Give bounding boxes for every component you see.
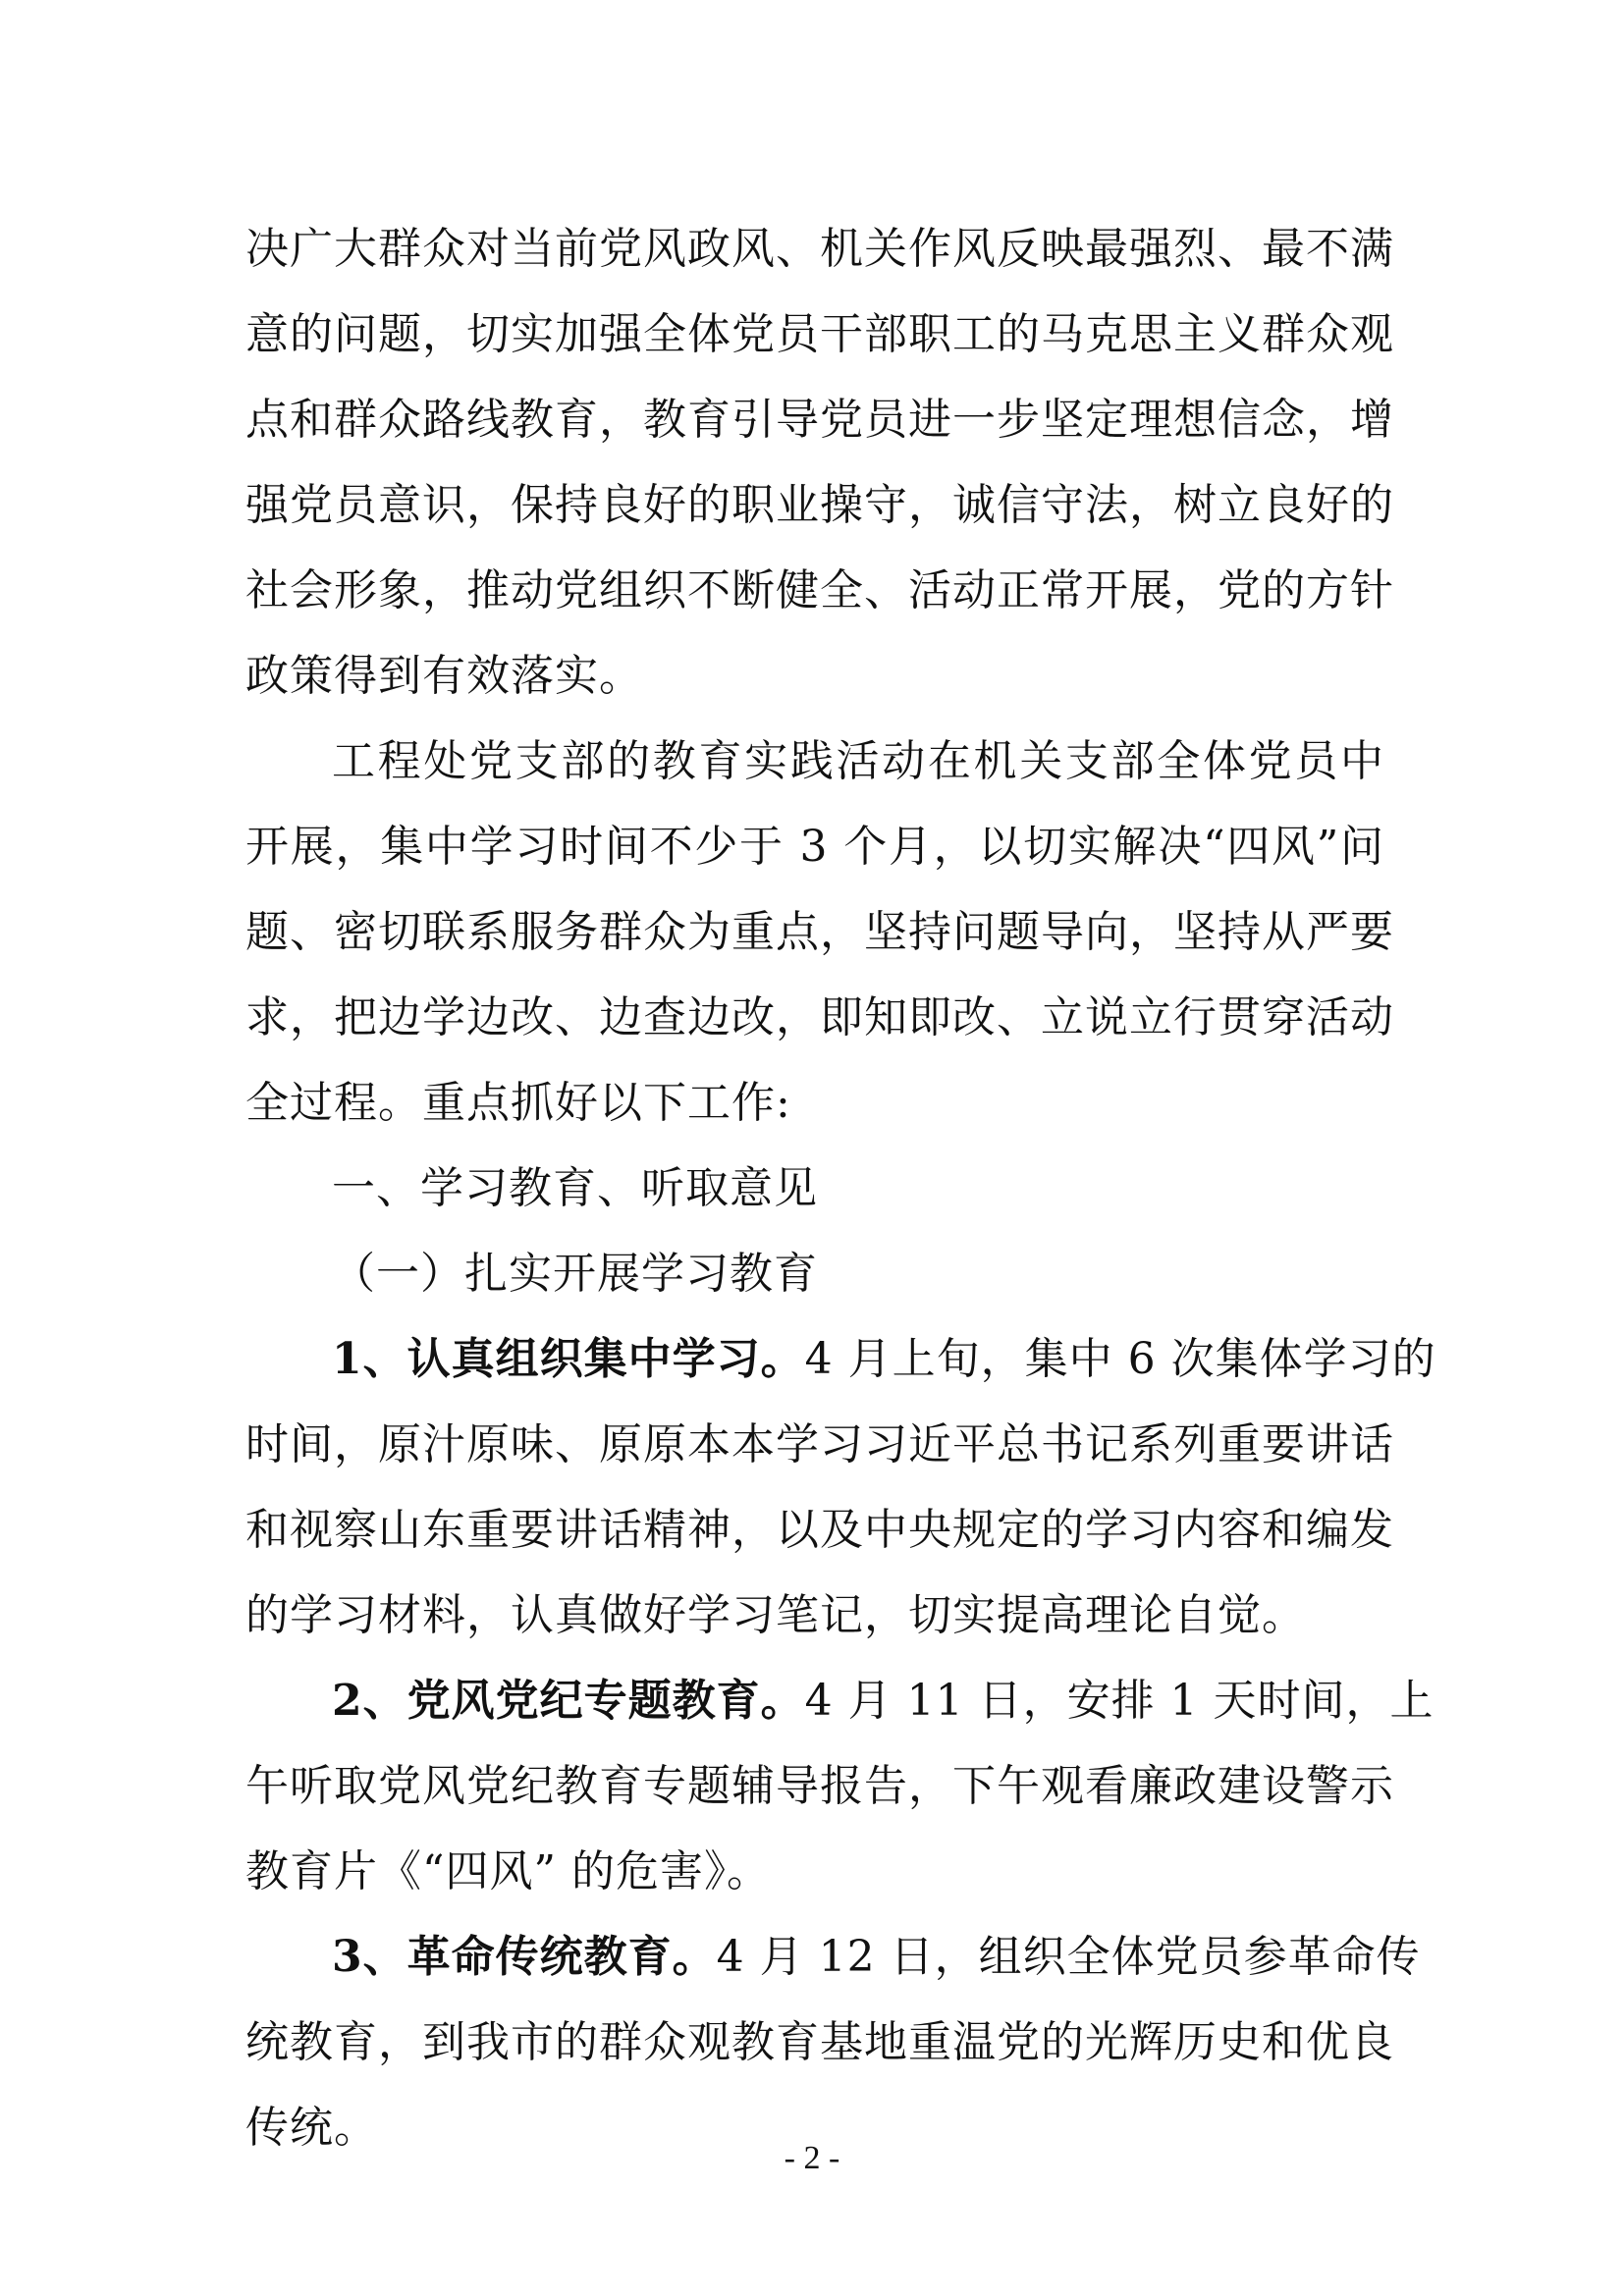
paragraph-1-line: 决广大群众对当前党风政风、机关作风反映最强烈、最不满 xyxy=(245,224,1394,274)
item-2-line: 午听取党风党纪教育专题辅导报告，下午观看廉政建设警示 xyxy=(245,1761,1394,1811)
item-2-title: 2、党风党纪专题教育。 xyxy=(332,1676,805,1726)
paragraph-1-line: 政策得到有效落实。 xyxy=(245,651,643,701)
section-heading: 一、学习教育、听取意见 xyxy=(332,1163,818,1213)
item-1-line: 和视察山东重要讲话精神，以及中央规定的学习内容和编发 xyxy=(245,1505,1394,1555)
item-3-line: 传统。 xyxy=(245,2103,378,2153)
paragraph-1-line: 点和群众路线教育，教育引导党员进一步坚定理想信念，增 xyxy=(245,395,1394,445)
paragraph-2-line: 工程处党支部的教育实践活动在机关支部全体党员中 xyxy=(332,736,1384,786)
item-1-line: 时间，原汁原味、原原本本学习习近平总书记系列重要讲话 xyxy=(245,1419,1394,1469)
item-1-title: 1、认真组织集中学习。 xyxy=(332,1334,805,1384)
item-1-line: 的学习材料，认真做好学习笔记，切实提高理论自觉。 xyxy=(245,1590,1306,1640)
item-3-title: 3、革命传统教育。 xyxy=(332,1932,717,1982)
item-3-first-line xyxy=(245,1914,1421,2000)
paragraph-2-line: 开展，集中学习时间不少于 3 个月，以切实解决“四风”问 xyxy=(245,822,1384,872)
subsection-heading: （一）扎实开展学习教育 xyxy=(332,1249,818,1299)
item-3-text: 4 月 12 日，组织全体党员参革命传 xyxy=(716,1932,1421,1982)
paragraph-2-line: 全过程。重点抓好以下工作: xyxy=(245,1078,791,1128)
paragraph-2-line: 求，把边学边改、边查边改，即知即改、立说立行贯穿活动 xyxy=(245,992,1394,1042)
paragraph-1-line: 意的问题，切实加强全体党员干部职工的马克思主义群众观 xyxy=(245,309,1394,359)
paragraph-2-line: 题、密切联系服务群众为重点，坚持问题导向，坚持从严要 xyxy=(245,907,1394,957)
item-2-text: 4 月 11 日，安排 1 天时间，上 xyxy=(804,1676,1435,1726)
body-text xyxy=(245,206,1436,2170)
item-3-line: 统教育，到我市的群众观教育基地重温党的光辉历史和优良 xyxy=(245,2017,1394,2067)
page-number: - 2 - xyxy=(784,2140,840,2176)
item-1-first-line xyxy=(245,1316,1436,1402)
paragraph-1-line: 强党员意识，保持良好的职业操守，诚信守法，树立良好的 xyxy=(245,480,1394,530)
item-2-line: 教育片《“四风” 的危害》。 xyxy=(245,1846,771,1896)
paragraph-1-line: 社会形象，推动党组织不断健全、活动正常开展，党的方针 xyxy=(245,565,1394,615)
item-2-first-line xyxy=(245,1658,1435,1743)
item-1-text: 4 月上旬，集中 6 次集体学习的 xyxy=(804,1334,1436,1384)
